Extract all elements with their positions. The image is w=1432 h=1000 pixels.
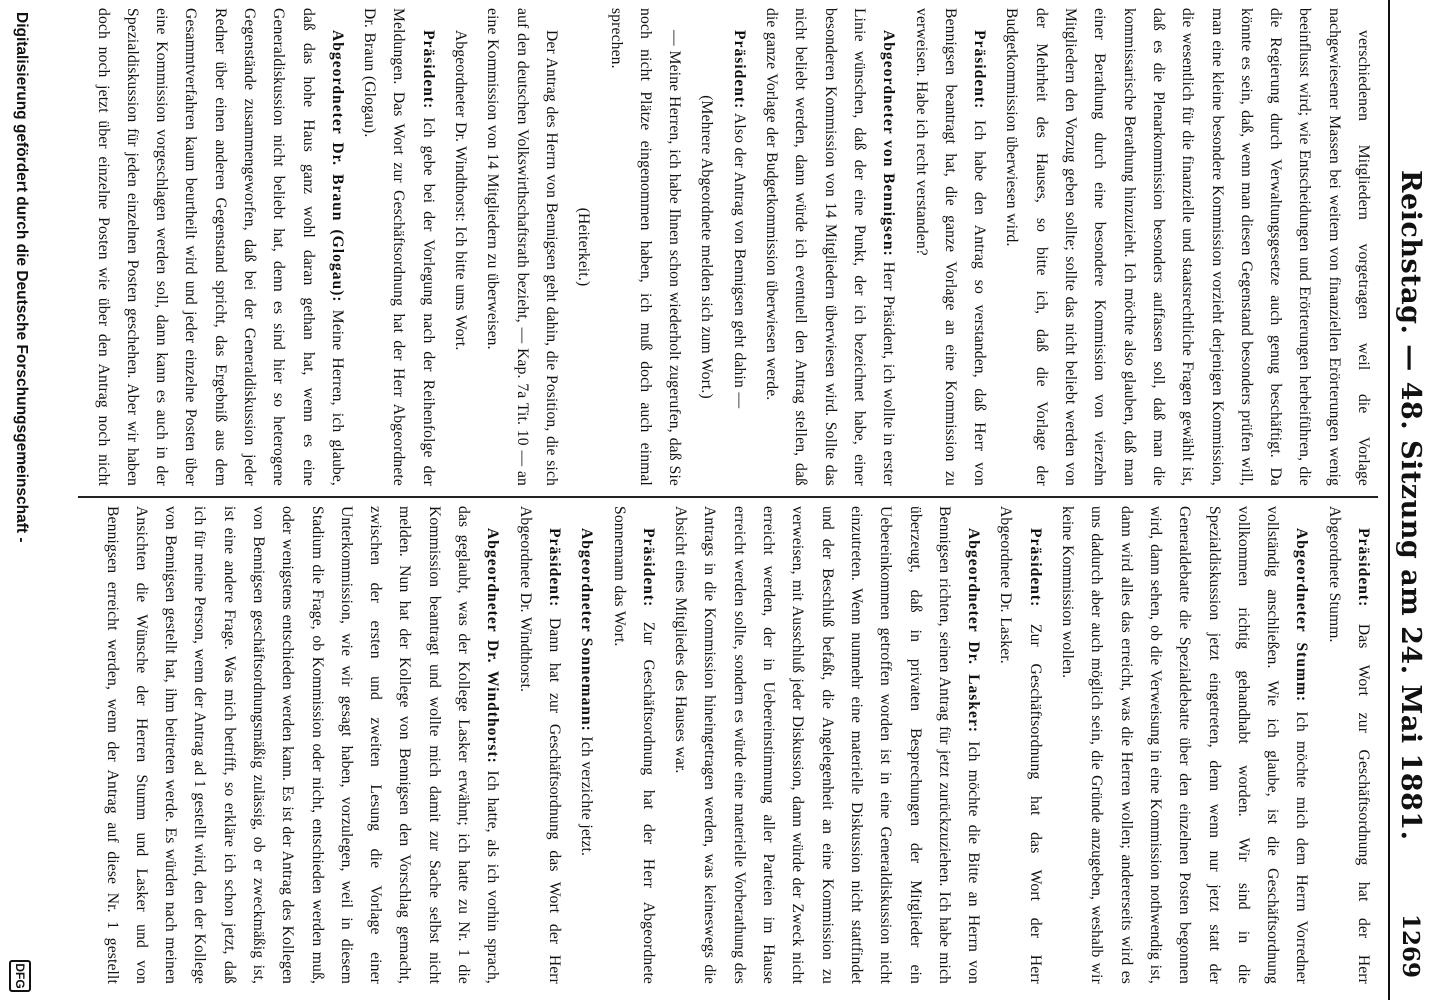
- paragraph-text: Ich verzichte jetzt.: [578, 736, 596, 857]
- paragraph-text: Ich gebe bei der Vorlegung nach der Reihenfolge der Meldungen. Das Wort zur Geschäftsordnung hat der Herr Abgeordnete Dr. Braun (Glogau).: [361, 8, 437, 486]
- column-divider: [78, 496, 1378, 498]
- paragraph: [510, 506, 569, 984]
- paragraph: Abgeordneter Dr. Windthorst: Ich bitte ums Wort.: [452, 30, 470, 351]
- speaker-name: Präsident:: [419, 30, 437, 110]
- speaker-name: Präsident:: [730, 30, 748, 110]
- paragraph: verschiedenen Mitgliedern vorgetragen weil die Vorlage nachgewiesener Massen bei weitem von finanziellen Erörterungen wenig beeinflusst wird; wie Entscheidungen und Erörterungen herbeiführen, die die Regierung durch Verwaltungsgesetze auch genug beschäftigt. Da könnte es sein, daß, wenn man diesen Gegenstand besonders prüfen will, man eine kleine besondere Kommission vorzieht derjenigen Kommission, die wesentlich für die finanzielle und staatsrechtliche Fragen gewählt ist, daß es die Plenarkommission besonders auffassen soll, daß man die kommissarische Berathung hinzuzieht. Ich möchte also glauben, daß man einer Berathung durch eine besondere Kommission von vierzehn Mitgliedern den Vorzug geben sollte; sollte das nicht beliebt werden von der Mehrheit des Hauses, so bitte ich, daß die Vorlage der Budgetkommission überwiesen wird.: [1003, 8, 1372, 486]
- speaker-name: Präsident:: [1355, 528, 1372, 608]
- paragraph-text: Ich möchte die Bitte an Herrn von Bennigsen richten, seinen Antrag für jetzt zurückzuziehen. Ich habe mich überzeugt, daß in privaten Besprechungen der Mitglieder ein Uebereinkommen getroffen worden ist in eine Generaldiskussion nicht einzutreten. Wenn nunmehr eine materielle Diskussion nicht stattfindet und der Beschluß befaßt, die Angelegenheit an eine Kommission zu verweisen, mit Ausschluß jeder Diskussion, dann würde der Zweck nicht erreicht werden, der in Uebereinstimmung aller Parteien im Hause erreicht werden sollte, sondern es würde eine materielle Vorberathung des Antrags in die Kommission hineingetragen werden, was keineswegs die Absicht eines Mitgliedes des Hauses war.: [672, 506, 983, 984]
- paragraph-text: Das Wort zur Geschäftsordnung hat der Herr Abgeordnete Stumm.: [1325, 506, 1372, 984]
- stage-direction: (Heiterkeit.): [575, 207, 593, 287]
- paragraph: [94, 506, 507, 984]
- speaker-name: Präsident:: [971, 30, 989, 110]
- digitization-footer: [4, 0, 34, 1000]
- paragraph: [666, 506, 988, 984]
- running-title: Reichstag. — 48. Sitzung am 24. Mai 1881.: [1395, 170, 1426, 841]
- speaker-name: Abgeordneter von Bennigsen:: [880, 30, 898, 257]
- paragraph-text: Ich hatte, als ich vorhin sprach, das geglaubt, was der Kollege Lasker erwähnt; ich hatte zu Nr. 1 die Kommission beantragt und wollte mich damit zur Sache selbst nicht melden. Nun hat der Kollege von Bennigsen den Vorschlag gemacht, zwischen der ersten und zweiten Lesung die Vorlage einer Unterkommission, wie wir gesagt haben, vorzulegen, weil in diesem Stadium die Frage, ob Kommission oder nicht, entschieden werden muß, oder wenigstens entschieden werden kann. Es ist der Antrag des Kollegen von Bennigsen geschäftsordnungsmäßig zulässig, ob er zweckmäßig ist, ist eine andere Frage. Was mich betrifft, so erkläre ich schon jetzt, daß ich für meine Person, wenn der Antrag ad 1 gestellt wird, den der Kollege von Bennigsen gestellt hat, ihm beitreten werde. Es würden nach meinen Ansichten die Wünsche der Herren Stumm und Lasker und von Bennigsen erreicht werden, wenn der Antrag auf diese Nr. 1 gestellt: [103, 506, 502, 984]
- speaker-name: Präsident:: [639, 528, 657, 608]
- paragraph: Der Antrag des Herrn von Bennigsen geht dahin, die Position, die sich auf den deutschen Volkswirthschaftsrath bezieht, — Kap. 7a Tit. 10 — an eine Kommission von 14 Mitgliedern zu überweisen.: [484, 8, 560, 486]
- paragraph: [355, 8, 443, 486]
- speaker-name: Präsident:: [1026, 528, 1044, 608]
- paragraph-text: Meine Herren, ich glaube, daß das hohe Haus ganz wohl daran gethan hat, wenn es eine Generaldiskussion nicht beliebt hat, denn es sind hier so heterogene Gegenstände zusammengeworfen, daß bei der Generaldiskussion jeder Redner über einen anderen Gegenstand spricht, das Ergebniß aus dem Gesammtverfahren kaum beurtheilt wird und jeder einzelne Posten über eine Kommission vorgeschlagen werden soll, dann kann es auch in der Spezialdiskussion für jeden einzelnen Posten geschehen. Aber wir haben doch noch jetzt über einzelne Posten wie über den Antrag noch nicht: [94, 8, 346, 486]
- paragraph-text: Dann hat zur Geschäftsordnung das Wort der Herr Abgeordnete Dr. Windthorst.: [516, 506, 563, 984]
- funding-note: Digitalisierung gefördert durch die Deutsche Forschungsgemeinschaft -: [13, 12, 30, 543]
- paragraph: [604, 506, 663, 984]
- paragraph-text: Zur Geschäftsordnung hat das Wort der Herr Abgeordnete Dr. Lasker.: [997, 506, 1044, 984]
- paragraph: [724, 8, 753, 486]
- paragraph: [1319, 506, 1378, 984]
- paragraph: [1053, 506, 1317, 984]
- paragraph: [94, 8, 352, 486]
- header-rule: [1388, 0, 1390, 1000]
- paragraph-text: Ich habe den Antrag so verstanden, daß Herr von Bennigsen beantragt hat, die ganze Vorlage an eine Kommission zu verweisen. Habe ich recht verstanden?: [912, 8, 989, 486]
- page-number: 1269: [1397, 913, 1424, 978]
- speaker-name: Abgeordneter Sonnemann:: [578, 528, 596, 732]
- speaker-name: Abgeordneter Stumm:: [1293, 528, 1311, 703]
- speaker-name: Abgeordneter Dr. Lasker:: [965, 528, 983, 734]
- paragraph-text: Ich möchte mich dem Herrn Vorredner vollständig anschließen. Wie ich glaube, ist die Geschäftsordnung vollkommen richtig gehandhabt worden. Wir sind in die Spezialdiskussion jetzt eingetreten, denn wenn nur jetzt statt der Generaldebatte die Spezialdebatte über den einzelnen Posten begonnen wird, dann sehen, ob die Verweisung in eine Kommission nothwendig ist, dann wird alles das erreicht, was die Herren wollen; andererseits wird es uns dadurch aber auch möglich sein, die Gründe anzugeben, weshalb wir keine Kommission wollen.: [1059, 506, 1311, 984]
- speaker-name: Abgeordneter Dr. Windthorst:: [484, 528, 502, 764]
- paragraph: [991, 506, 1050, 984]
- paragraph: [572, 506, 601, 984]
- right-column: [94, 506, 1378, 984]
- paragraph-text: Herr Präsident, ich wollte in erster Linie wünschen, daß der eine Punkt, der ich bezeichnet habe, einer besonderen Kommission von 14 Mitgliedern überwiesen wird. Sollte das nicht beliebt werden, dann würde ich eventuell den Antrag stellen, daß die ganze Vorlage der Budgetkommission überwiesen werde.: [763, 8, 898, 486]
- speaker-name: Abgeordneter Dr. Braun (Glogau):: [328, 30, 346, 303]
- dfg-logo: DFG: [9, 960, 31, 992]
- left-column: [94, 8, 1378, 486]
- paragraph-text: Also der Antrag von Bennigsen geht dahin —: [730, 113, 748, 409]
- paragraph-text: Zur Geschäftsordnung hat der Herr Abgeordnete Sonnemann das Wort.: [610, 506, 657, 984]
- paragraph: [757, 8, 903, 486]
- paragraph: — Meine Herren, ich habe Ihnen schon wiederholt zugerufen, daß Sie noch nicht Plätze eingenommen haben, ich muß doch auch einmal sprechen.: [607, 8, 684, 486]
- page-header: [1386, 0, 1432, 1000]
- paragraph: [906, 8, 994, 486]
- speaker-name: Präsident:: [545, 528, 563, 608]
- stage-direction: (Mehrere Abgeordnete melden sich zum Wort.): [698, 95, 716, 399]
